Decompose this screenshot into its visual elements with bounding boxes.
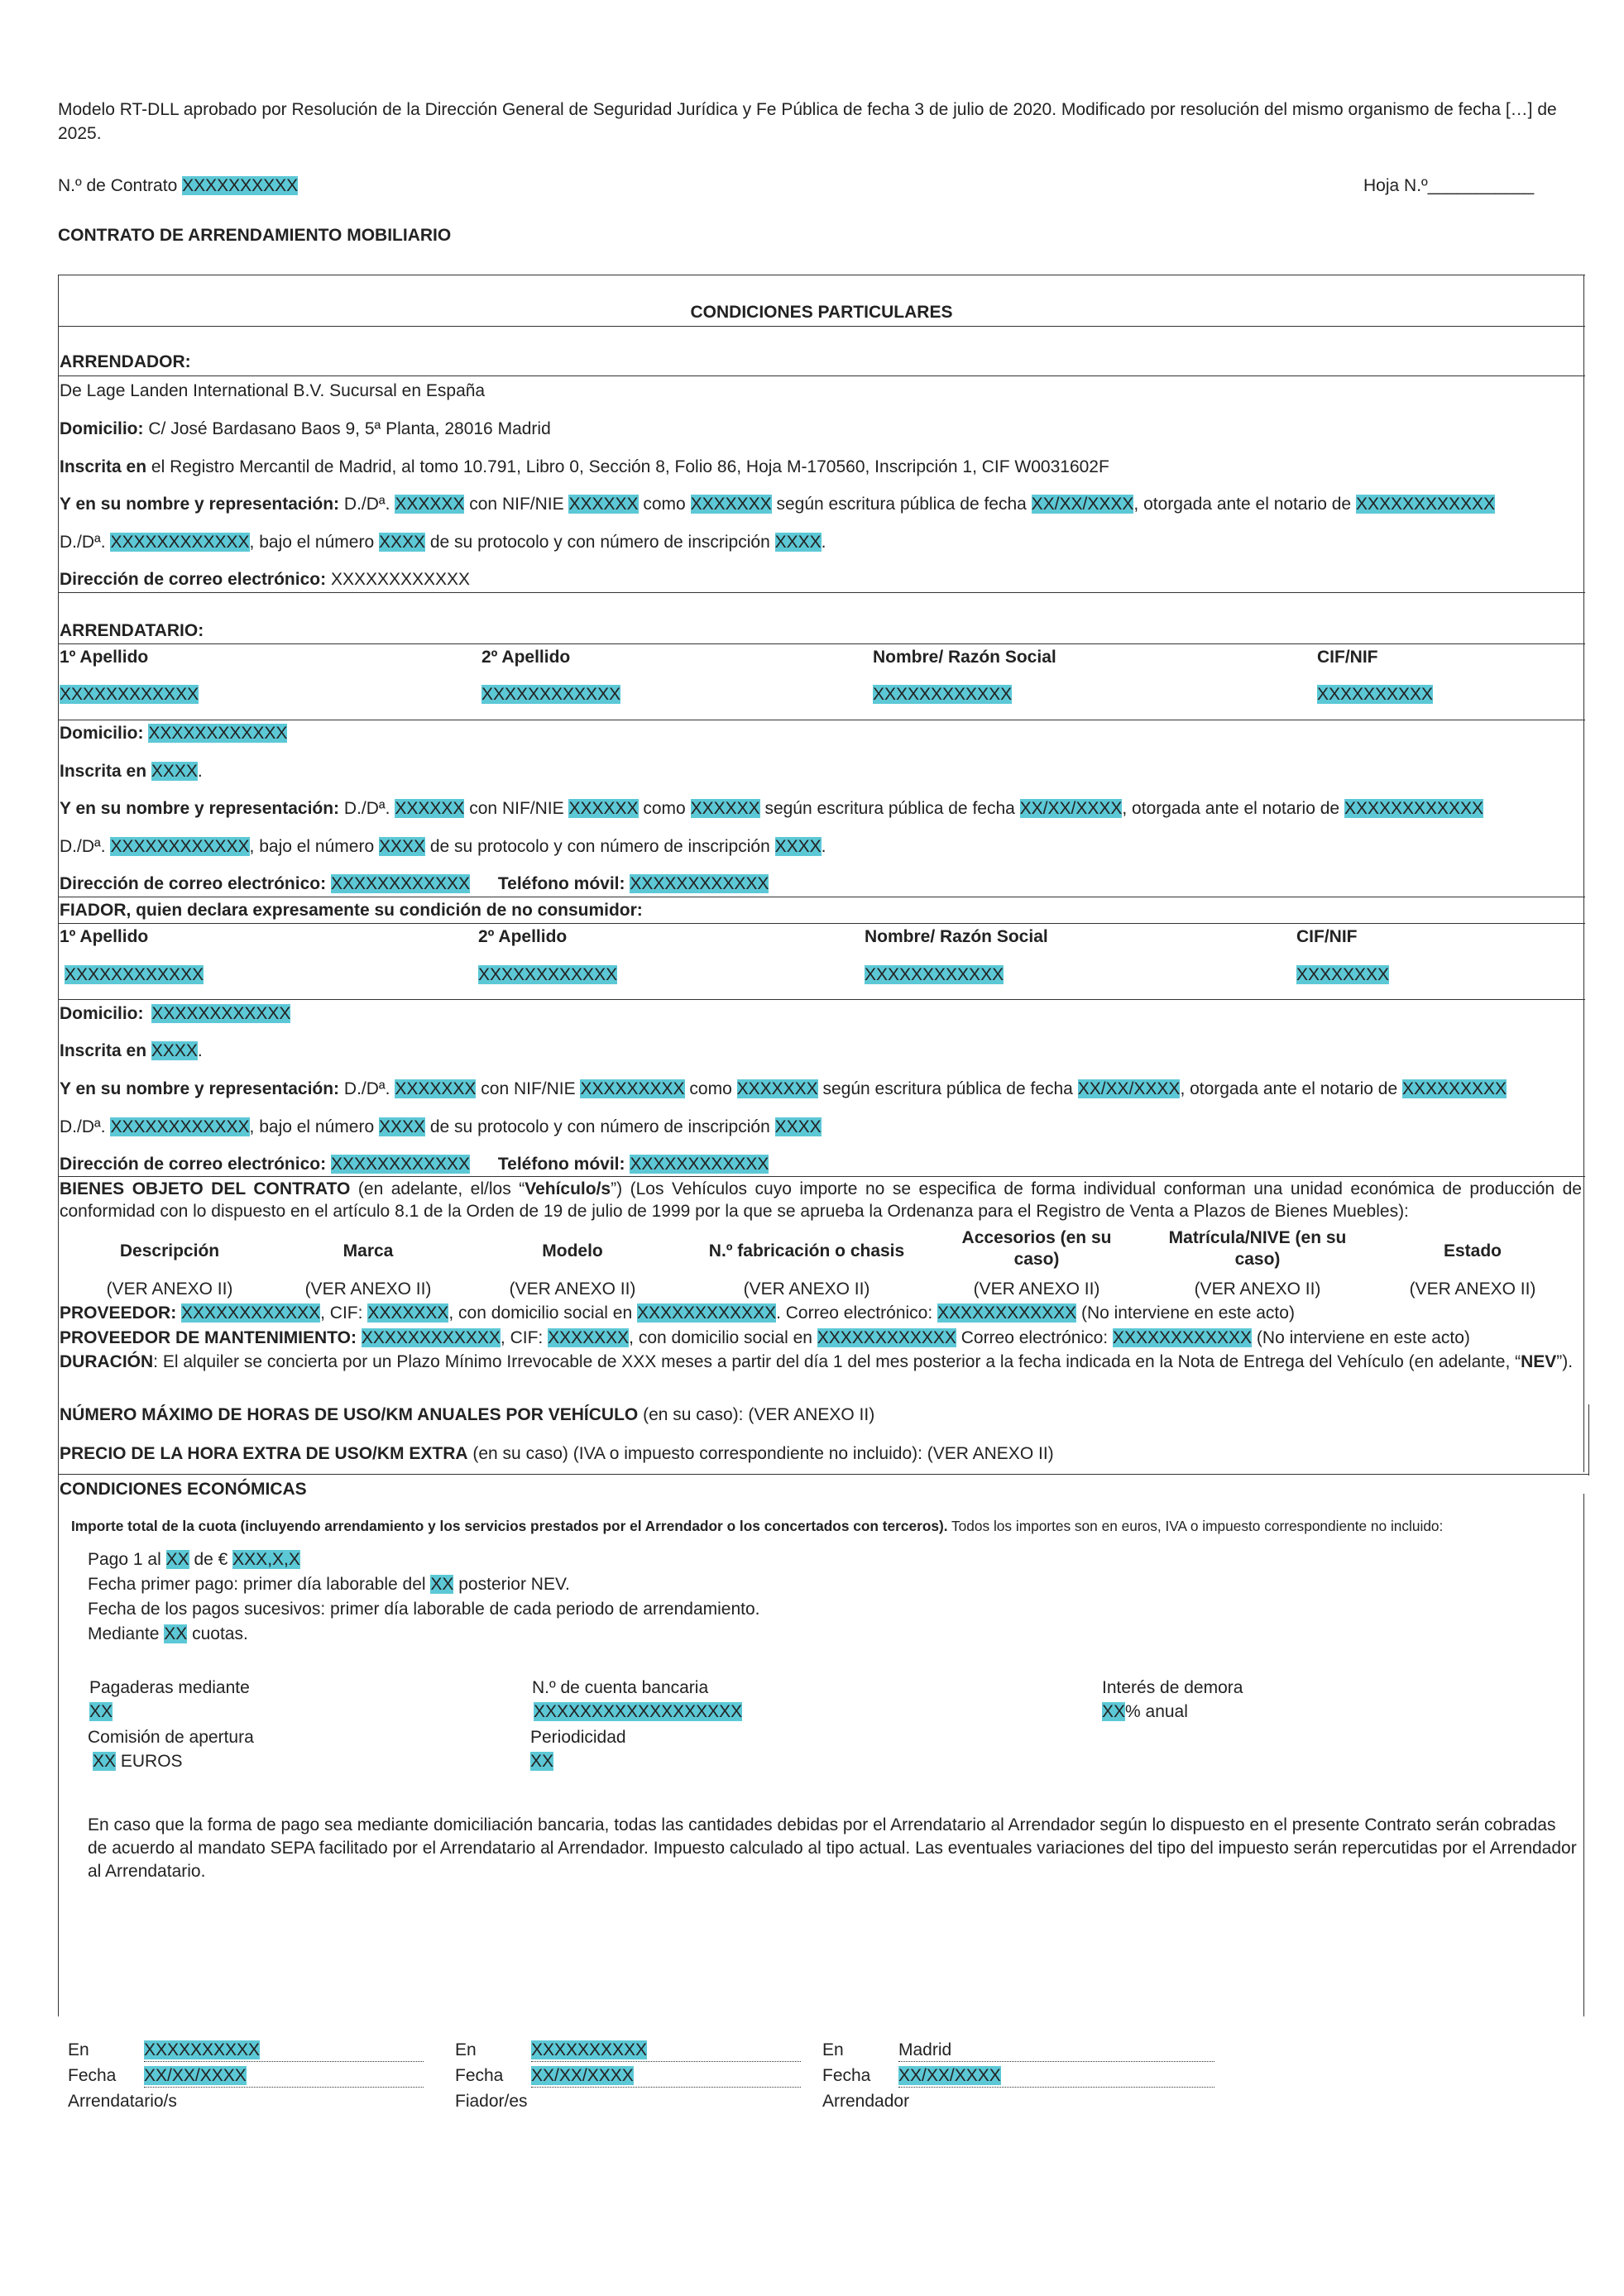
arrendatario-col-apellido2: 2º Apellido <box>481 648 571 667</box>
arrendatario-apellido1[interactable]: XXXXXXXXXXXX <box>60 685 199 704</box>
bienes-col-estado: Estado <box>1443 1241 1502 1260</box>
field-notario[interactable]: XXXXXXXXXXXX <box>1344 799 1484 818</box>
arrendador-email: Dirección de correo electrónico: XXXXXXXXXXXX <box>60 570 471 589</box>
arrendatario-col-cif: CIF/NIF <box>1317 648 1378 667</box>
bienes-val-matricula: (VER ANEXO II) <box>1194 1280 1321 1299</box>
bienes-val-marca: (VER ANEXO II) <box>304 1280 432 1299</box>
field-domicilio[interactable]: XXXXXXXXXXXX <box>151 1004 291 1023</box>
arrendador-name: De Lage Landen International B.V. Sucursal en España <box>60 381 486 400</box>
fecha-primer-pago: Fecha primer pago: primer día laborable del XX posterior NEV. <box>88 1575 570 1594</box>
arrendador-inscrita: Inscrita en el Registro Mercantil de Madrid, al tomo 10.791, Libro 0, Sección 8, Folio 86, Hoja M-170560, Inscripción 1, CIF W0031602F <box>60 457 1109 476</box>
proveedor-line: PROVEEDOR: XXXXXXXXXXXX, CIF: XXXXXXX, con domicilio social en XXXXXXXXXXXX. Correo electrónico: XXXXXXXXXXXX (No interviene en este acto) <box>60 1303 1295 1323</box>
sig2-en-label: En <box>455 2040 477 2059</box>
field-cuotas[interactable]: XX <box>164 1624 188 1643</box>
bienes-val-modelo: (VER ANEXO II) <box>509 1280 636 1299</box>
field-email[interactable]: XXXXXXXXXXXX <box>330 874 471 893</box>
fiador-representacion: Y en su nombre y representación: D./Dª. XXXXXXX con NIF/NIE XXXXXXXXX como XXXXXXX según escritura pública de fecha XX/XX/XXXX, otorgada ante el notario de XXXXXXXXX <box>60 1079 1507 1098</box>
divider <box>58 1474 1589 1475</box>
bienes-col-marca: Marca <box>343 1241 394 1260</box>
sig3-en-value[interactable]: Madrid <box>898 2040 952 2059</box>
field-cargo[interactable]: XXXXXXX <box>690 495 772 514</box>
fiador-contacto: Dirección de correo electrónico: XXXXXXXXXXXX Teléfono móvil: XXXXXXXXXXXX <box>60 1155 769 1174</box>
field-comision[interactable]: XX <box>93 1752 117 1771</box>
field-notario[interactable]: XXXXXXXXX <box>1401 1079 1507 1098</box>
sig1-role: Arrendatario/s <box>68 2092 177 2111</box>
divider <box>58 1176 1585 1177</box>
divider <box>58 592 1585 593</box>
sig2-en-line <box>531 2061 801 2062</box>
bienes-col-accesorios: Accesorios (en su caso) <box>961 1228 1112 1269</box>
divider <box>58 999 1585 1000</box>
field-cuenta[interactable]: XXXXXXXXXXXXXXXXXX <box>534 1702 743 1721</box>
document-title: CONTRATO DE ARRENDAMIENTO MOBILIARIO <box>58 226 452 245</box>
sig3-fecha-line <box>898 2087 1214 2088</box>
field-domicilio[interactable]: XXXXXXXXXXXX <box>148 724 288 743</box>
model-notice: Modelo RT-DLL aprobado por Resolución de la Dirección General de Seguridad Jurídica y Fe Pública de fecha 3 de julio de 2020. Modificado por resolución del mismo organismo de fecha […] de 2025. <box>58 100 1557 143</box>
arrendador-title: ARRENDADOR: <box>60 352 191 371</box>
divider <box>58 923 1585 924</box>
field-primer-pago[interactable]: XX <box>430 1575 454 1594</box>
divider <box>58 326 1585 327</box>
field-correo[interactable]: XXXXXXXXXXXX <box>937 1303 1077 1323</box>
field-inscrita[interactable]: XXXX <box>151 762 198 781</box>
field-cif[interactable]: XXXXXXX <box>367 1303 449 1323</box>
sig1-en-label: En <box>68 2040 89 2059</box>
arrendador-representacion-2: D./Dª. XXXXXXXXXXXX, bajo el número XXXX de su protocolo y con número de inscripción XXXX. <box>60 533 826 552</box>
divider <box>58 643 1585 644</box>
field-notario-name[interactable]: XXXXXXXXXXXX <box>110 533 250 552</box>
sig1-en-line <box>144 2061 424 2062</box>
field-email[interactable]: XXXXXXXXXXXX <box>330 570 471 589</box>
fiador-apellido2[interactable]: XXXXXXXXXXXX <box>478 965 618 984</box>
fiador-nombre[interactable]: XXXXXXXXXXXX <box>865 965 1004 984</box>
field-protocolo[interactable]: XXXX <box>378 533 426 552</box>
field-inscripcion[interactable]: XXXX <box>774 533 822 552</box>
right-border-offset <box>1588 1404 1589 1476</box>
field-fecha[interactable]: XX/XX/XXXX <box>1031 495 1134 514</box>
contract-number-value[interactable]: XXXXXXXXXX <box>182 176 299 195</box>
mantenimiento-line: PROVEEDOR DE MANTENIMIENTO: XXXXXXXXXXXX, CIF: XXXXXXX, con domicilio social en XXXXXXXXXXXX Correo electrónico: XXXXXXXXXXXX (No interviene en este acto) <box>60 1328 1470 1347</box>
field-nif[interactable]: XXXXXX <box>568 495 639 514</box>
field-cargo[interactable]: XXXXXXX <box>736 1079 818 1098</box>
pago-line: Pago 1 al XX de € XXX,X,X <box>88 1550 300 1569</box>
fiador-col-apellido2: 2º Apellido <box>478 927 568 946</box>
sig3-fecha-value[interactable]: XX/XX/XXXX <box>898 2066 1001 2085</box>
field-domicilio-social[interactable]: XXXXXXXXXXXX <box>637 1303 777 1323</box>
sheet-number: Hoja N.º___________ <box>1363 176 1535 195</box>
sig3-en-label: En <box>822 2040 844 2059</box>
sig2-fecha-value[interactable]: XX/XX/XXXX <box>531 2066 634 2085</box>
field-domicilio-social[interactable]: XXXXXXXXXXXX <box>817 1328 956 1347</box>
fecha-pagos-sucesivos: Fecha de los pagos sucesivos: primer día laborable de cada periodo de arrendamiento. <box>88 1600 760 1619</box>
field-inscripcion[interactable]: XXXX <box>774 1117 822 1136</box>
field-rep-name[interactable]: XXXXXXX <box>395 1079 477 1098</box>
fiador-cif[interactable]: XXXXXXXX <box>1296 965 1390 984</box>
arrendatario-inscrita: Inscrita en XXXX. <box>60 762 203 781</box>
sig2-role: Fiador/es <box>455 2092 528 2111</box>
sig3-role: Arrendador <box>822 2092 910 2111</box>
sig3-fecha-label: Fecha <box>822 2066 871 2085</box>
sig1-en-value[interactable]: XXXXXXXXXX <box>144 2040 261 2059</box>
field-protocolo[interactable]: XXXX <box>378 837 426 856</box>
sig2-fecha-label: Fecha <box>455 2066 504 2085</box>
field-fecha[interactable]: XX/XX/XXXX <box>1077 1079 1181 1098</box>
arrendatario-representacion-2: D./Dª. XXXXXXXXXXXX, bajo el número XXXX de su protocolo y con número de inscripción XXXX. <box>60 837 826 856</box>
field-movil[interactable]: XXXXXXXXXXXX <box>630 1155 769 1174</box>
field-rep-name[interactable]: XXXXXX <box>395 799 465 818</box>
field-cargo[interactable]: XXXXXX <box>690 799 760 818</box>
field-pago-importe[interactable]: XXX,X,X <box>232 1550 300 1569</box>
horas-line: NÚMERO MÁXIMO DE HORAS DE USO/KM ANUALES POR VEHÍCULO (en su caso): (VER ANEXO II) <box>60 1405 875 1424</box>
arrendador-representacion: Y en su nombre y representación: D./Dª. XXXXXX con NIF/NIE XXXXXX como XXXXXXX según escritura pública de fecha XX/XX/XXXX, otorgada ante el notario de XXXXXXXXXXXX <box>60 495 1496 514</box>
sig1-fecha-line <box>144 2087 424 2088</box>
precio-line: PRECIO DE LA HORA EXTRA DE USO/KM EXTRA (en su caso) (IVA o impuesto correspondiente no incluido): (VER ANEXO II) <box>60 1444 1054 1463</box>
left-border <box>58 275 59 2016</box>
comision-label: Comisión de apertura <box>88 1728 254 1747</box>
arrendatario-cif[interactable]: XXXXXXXXXX <box>1317 685 1434 704</box>
arrendatario-representacion: Y en su nombre y representación: D./Dª. XXXXXX con NIF/NIE XXXXXX como XXXXXX según escritura pública de fecha XX/XX/XXXX, otorgada ante el notario de XXXXXXXXXXXX <box>60 799 1484 818</box>
arrendatario-nombre[interactable]: XXXXXXXXXXXX <box>873 685 1013 704</box>
field-proveedor[interactable]: XXXXXXXXXXXX <box>361 1328 501 1347</box>
cuenta-label: N.º de cuenta bancaria <box>532 1678 709 1697</box>
sig1-fecha-value[interactable]: XX/XX/XXXX <box>144 2066 247 2085</box>
arrendatario-contacto: Dirección de correo electrónico: XXXXXXXXXXXX Teléfono móvil: XXXXXXXXXXXX <box>60 874 769 893</box>
sepa-notice: En caso que la forma de pago sea mediante domiciliación bancaria, todas las cantidades debidas por el Arrendatario al Arrendador según lo dispuesto en el presente Contrato serán cobradas de acuerdo al mandato SEPA facilitado por el Arrendatario al Arrendador. Impuesto calculado al tipo actual. Las eventuales variaciones del tipo del impuesto serán repercutidas por el Arrendador al Arrendatario. <box>88 1815 1577 1881</box>
field-nif[interactable]: XXXXXX <box>568 799 639 818</box>
periodicidad-label: Periodicidad <box>530 1728 626 1747</box>
sig2-en-value[interactable]: XXXXXXXXXX <box>531 2040 648 2059</box>
field-notario-name[interactable]: XXXXXXXXXXXX <box>110 1117 250 1136</box>
field-pago-num[interactable]: XX <box>165 1550 189 1569</box>
fiador-apellido1[interactable]: XXXXXXXXXXXX <box>65 965 204 984</box>
sig1-fecha-label: Fecha <box>68 2066 117 2085</box>
arrendatario-domicilio: Domicilio: XXXXXXXXXXXX <box>60 724 288 743</box>
comision-value: XX EUROS <box>93 1752 183 1771</box>
field-correo[interactable]: XXXXXXXXXXXX <box>1112 1328 1253 1347</box>
bienes-col-chasis: N.º fabricación o chasis <box>708 1241 905 1260</box>
bienes-col-descripcion: Descripción <box>119 1241 220 1260</box>
field-inscripcion[interactable]: XXXX <box>774 837 822 856</box>
field-movil[interactable]: XXXXXXXXXXXX <box>630 874 769 893</box>
field-nif[interactable]: XXXXXXXXX <box>580 1079 685 1098</box>
field-periodicidad[interactable]: XX <box>530 1752 554 1771</box>
sig3-en-line <box>898 2061 1214 2062</box>
cuotas-line: Mediante XX cuotas. <box>88 1624 248 1643</box>
divider <box>58 375 1585 376</box>
field-notario[interactable]: XXXXXXXXXXXX <box>1355 495 1496 514</box>
right-border <box>1583 275 1584 1472</box>
right-border-lower <box>1583 1494 1584 2016</box>
arrendatario-apellido2[interactable]: XXXXXXXXXXXX <box>481 685 621 704</box>
field-protocolo[interactable]: XXXX <box>378 1117 426 1136</box>
importe-line: Importe total de la cuota (incluyendo arrendamiento y los servicios prestados por el Arrendador o los concertados con terceros). Todos los importes son en euros, IVA o impuesto correspondiente no incluido: <box>71 1518 1444 1534</box>
interes-label: Interés de demora <box>1102 1678 1243 1697</box>
field-rep-name[interactable]: XXXXXX <box>395 495 465 514</box>
field-cif[interactable]: XXXXXXX <box>548 1328 630 1347</box>
bienes-val-accesorios: (VER ANEXO II) <box>973 1280 1100 1299</box>
contract-number: N.º de Contrato XXXXXXXXXX <box>58 176 299 195</box>
field-fecha[interactable]: XX/XX/XXXX <box>1019 799 1123 818</box>
fiador-representacion-2: D./Dª. XXXXXXXXXXXX, bajo el número XXXX de su protocolo y con número de inscripción XXXX <box>60 1117 822 1136</box>
arrendatario-col-nombre: Nombre/ Razón Social <box>873 648 1056 667</box>
bienes-col-modelo: Modelo <box>542 1241 603 1260</box>
field-email[interactable]: XXXXXXXXXXXX <box>330 1155 471 1174</box>
cp-title: CONDICIONES PARTICULARES <box>690 303 953 322</box>
fiador-domicilio: Domicilio: XXXXXXXXXXXX <box>60 1004 291 1023</box>
duracion-line: DURACIÓN: El alquiler se concierta por un Plazo Mínimo Irrevocable de XXX meses a partir del día 1 del mes posterior a la fecha indicada en la Nota de Entrega del Vehículo (en adelante, “NEV”). <box>60 1352 1574 1371</box>
fiador-title: FIADOR, quien declara expresamente su condición de no consumidor: <box>60 901 643 920</box>
field-interes[interactable]: XX <box>1102 1702 1126 1721</box>
arrendatario-col-apellido1: 1º Apellido <box>60 648 149 667</box>
fiador-col-apellido1: 1º Apellido <box>60 927 149 946</box>
pagaderas-label: Pagaderas mediante <box>89 1678 250 1697</box>
arrendatario-title: ARRENDATARIO: <box>60 621 204 640</box>
bienes-col-matricula: Matrícula/NIVE (en su caso) <box>1168 1228 1347 1269</box>
arrendador-domicilio: Domicilio: C/ José Bardasano Baos 9, 5ª Planta, 28016 Madrid <box>60 419 551 438</box>
bienes-val-descripcion: (VER ANEXO II) <box>106 1280 233 1299</box>
field-proveedor[interactable]: XXXXXXXXXXXX <box>181 1303 321 1323</box>
field-pagaderas[interactable]: XX <box>89 1702 113 1721</box>
sig2-fecha-line <box>531 2087 801 2088</box>
interes-value: XX% anual <box>1102 1702 1188 1721</box>
field-inscrita[interactable]: XXXX <box>151 1041 198 1060</box>
fiador-col-cif: CIF/NIF <box>1296 927 1358 946</box>
bienes-val-estado: (VER ANEXO II) <box>1409 1280 1536 1299</box>
sheet-number-value[interactable]: ___________ <box>1427 176 1535 195</box>
field-notario-name[interactable]: XXXXXXXXXXXX <box>110 837 250 856</box>
bienes-description: BIENES OBJETO DEL CONTRATO (en adelante, el/los “Vehículo/s”) (Los Vehículos cuyo importe no se especifica de forma individual conforman una unidad económica de producción de conformidad con lo dispuesto en el artículo 8.1 de la Orden de 19 de julio de 1999 por la que se aprueba la Ordenanza para el Registro de Venta a Plazos de Bienes Muebles): <box>60 1179 1582 1221</box>
fiador-col-nombre: Nombre/ Razón Social <box>865 927 1048 946</box>
economicas-title: CONDICIONES ECONÓMICAS <box>60 1480 307 1499</box>
bienes-val-chasis: (VER ANEXO II) <box>743 1280 870 1299</box>
fiador-inscrita: Inscrita en XXXX. <box>60 1041 203 1060</box>
